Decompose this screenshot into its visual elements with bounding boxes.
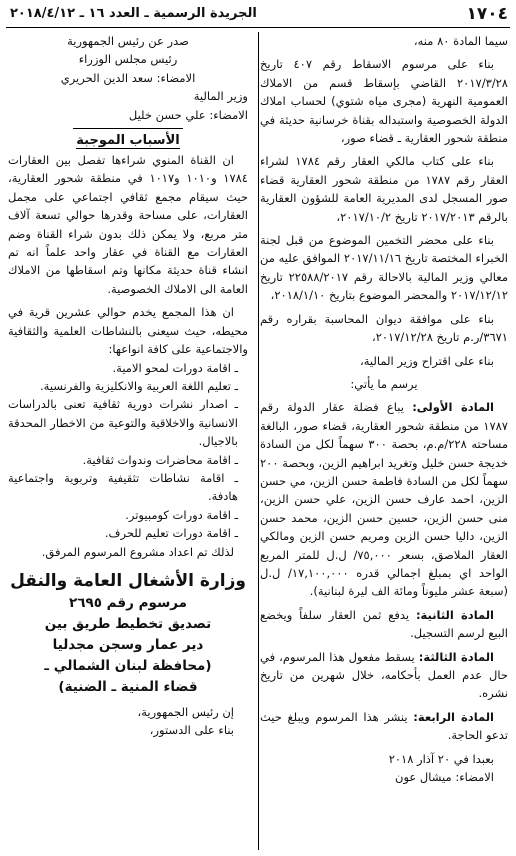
reasons-item: ـ اقامة دورات كومبيوتر. bbox=[125, 507, 238, 522]
article-title: المادة الثانية: bbox=[415, 607, 495, 622]
second-decree-preamble: إن رئيس الجمهورية، bbox=[137, 704, 234, 719]
decree-title-line: دير عمار وسجن مجدليا bbox=[52, 636, 204, 653]
reasons-paragraph: ان هذا المجمع يخدم حوالي عشرين قرية في محيطه، حيث سيعنى بالنشاطات العلمية والثقافية والاجتماعية على كافة انواعها: bbox=[8, 305, 248, 357]
article-3 bbox=[260, 648, 508, 703]
preamble-paragraph: بناء على محضر التخمين الموضوع من قبل لجنة الخبراء المختصة تاريخ ٢٠١٧/١١/١٦ الموافق عليه من معالي وزير المالية بالاحالة رقم ٢٢٥٨٨/٢٠١٧ تاريخ ٢٠١٧/١٢/١٢ والمحضر الموضوع بتاريخ ٢٠١٨/١/١٠، bbox=[260, 233, 508, 303]
reasons-heading bbox=[8, 133, 248, 149]
issued-by: صدر عن رئيس الجمهورية bbox=[67, 34, 189, 48]
reasons-item: ـ اصدار نشرات دورية ثقافية تعنى بالدراسات الانسانية والاخلاقية والتوعية من الاخطار المحدقة بالاجيال. bbox=[8, 397, 238, 449]
ministry-heading: وزارة الأشغال العامة والنقل bbox=[10, 570, 246, 591]
reasons-item: ـ اقامة نشاطات تثقيفية وتربوية واجتماعية هادفة. bbox=[8, 470, 238, 504]
page-header bbox=[6, 4, 510, 26]
reasons-heading-text: الأسباب الموجبة bbox=[76, 133, 180, 149]
reasons-paragraph: ان القناة المنوي شراءها تفصل بين العقارات ١٧٨٤ و١٠١٠ و١٠١٧ في منطقة شحور العقارية، حيث سيقام مجمع ثقافي اجتماعي على مجمل العقارات، على مساحة وقدرها حوالي تسعة آلاف متر مربع، ولا يمكن ذلك بدون شراء القناة وضم العقارات مع القناة في عقار واحد علماً انه تم انشاء قناة حديثة مكانها وتم اسقاطها من الاملاك العامة الى الاملاك الخصوصية. bbox=[8, 153, 248, 296]
header-rule bbox=[6, 27, 510, 28]
page-number: ١٧٠٤ bbox=[466, 4, 508, 24]
decree-formula: يرسم ما يأتي: bbox=[350, 376, 418, 391]
article-text: ينشر هذا المرسوم ويبلغ حيث تدعو الحاجة. bbox=[260, 709, 508, 743]
article-title: المادة الثالثة: bbox=[418, 649, 495, 664]
journal-line: الجريدة الرسمية ـ العدد ١٦ ـ ٢٠١٨/٤/١٢ bbox=[10, 6, 257, 21]
president-signature: الامضاء: ميشال عون bbox=[395, 770, 494, 785]
reasons-item: ـ اقامة دورات تعليم للحرف. bbox=[104, 526, 238, 541]
preamble-line: سيما المادة ٨٠ منه، bbox=[413, 34, 508, 48]
article-text: يدفع ثمن العقار سلفاً ويخضع البيع لرسم التسجيل. bbox=[260, 607, 508, 641]
decree-number: مرسوم رقم ٢٦٩٥ bbox=[69, 594, 187, 611]
decree-title-line: تصديق تخطيط طريق بين bbox=[44, 615, 212, 632]
second-decree-preamble: بناء على الدستور، bbox=[149, 723, 234, 738]
article-4 bbox=[260, 708, 508, 745]
preamble-paragraph: بناء على اقتراح وزير المالية، bbox=[360, 353, 494, 368]
signing-date: بعبدا في ٢٠ آذار ٢٠١٨ bbox=[388, 751, 494, 766]
reasons-item: ـ اقامة محاضرات وندوات ثقافية. bbox=[82, 452, 238, 467]
article-text: يباع فضلة عقار الدولة رقم ١٧٨٧ من منطقة شحور العقارية، قضاء صور، البالغة مساحته ٢٢٨/م.م، بحصة ٣٠٠ سهماً لكل من السادة خديجة حسن خليل وتغريد ابراهيم الزين، وبحصة ٢٠٠ سهماً لكل من السادة فاطمة حسن الزين، مي حسن الزين، احمد عارف حسن الزين، علي حسن الزين، منى حسن الزين، حسين حسن الزين، محمد حسن الزين، داليا حسن الزين ومريم حسن الزين ومالكي العقار الملاصق، بسعر ٧٥,٠٠٠/ ل.ل للمتر المربع الواحد اي بمبلغ اجمالي قدره ١٧,١٠٠,٠٠٠/ ل.ل (سبعة عشر مليوناً ومائة الف ليرة لبنانية). bbox=[260, 400, 509, 599]
right-column bbox=[260, 32, 508, 850]
section-rule bbox=[73, 128, 183, 129]
reasons-item: ـ تعليم اللغة العربية والانكليزية والفرنسية. bbox=[40, 378, 238, 393]
preamble-paragraph: بناء على مرسوم الاسقاط رقم ٤٠٧ تاريخ ٢٠١٧/٣/٢٨ القاضي بإسقاط قسم من الاملاك العمومية النهرية (مجرى مياه شتوي) لحساب املاك الدولة الخصوصية واستبداله بقناة خرسانية حديثة في منطقة شحور العقارية ـ قضاء صور، bbox=[260, 57, 508, 146]
column-divider bbox=[258, 32, 259, 850]
reasons-closing: لذلك تم اعداد مشروع المرسوم المرفق. bbox=[41, 544, 234, 559]
decree-title-line: قضاء المنية ـ الضنية) bbox=[58, 678, 198, 695]
pm-title: رئيس مجلس الوزراء bbox=[78, 52, 178, 67]
article-1 bbox=[260, 398, 508, 600]
fm-signature: الامضاء: علي حسن خليل bbox=[128, 107, 248, 122]
article-2 bbox=[260, 606, 508, 643]
preamble-paragraph: بناء على كتاب مالكي العقار رقم ١٧٨٤ لشراء العقار رقم ١٧٨٧ من منطقة شحور العقارية قضاء صور المسجل لدى المديرية العامة للشؤون العقارية بالرقم ٢٠١٧/٢٠١٣ تاريخ ٢٠١٧/١٠/٢، bbox=[260, 154, 508, 224]
fm-title: وزير المالية bbox=[193, 89, 248, 104]
article-title: المادة الرابعة: bbox=[413, 709, 494, 724]
article-title: المادة الأولى: bbox=[412, 400, 494, 415]
signature-block bbox=[8, 32, 248, 124]
pm-signature: الامضاء: سعد الدين الحريري bbox=[60, 70, 196, 85]
decree-title-line: (محافظة لبنان الشمالي ـ bbox=[44, 657, 212, 674]
article-text: يسقط مفعول هذا المرسوم، في حال عدم العمل بأحكامه، خلال شهرين من تاريخ نشره. bbox=[260, 649, 508, 701]
left-column bbox=[8, 32, 248, 850]
preamble-paragraph: بناء على موافقة ديوان المحاسبة بقراره رقم ٣٦٧١/ر.م تاريخ ٢٠١٧/١٢/٢٨، bbox=[260, 311, 508, 345]
reasons-item: ـ اقامة دورات لمحو الامية. bbox=[112, 360, 238, 375]
